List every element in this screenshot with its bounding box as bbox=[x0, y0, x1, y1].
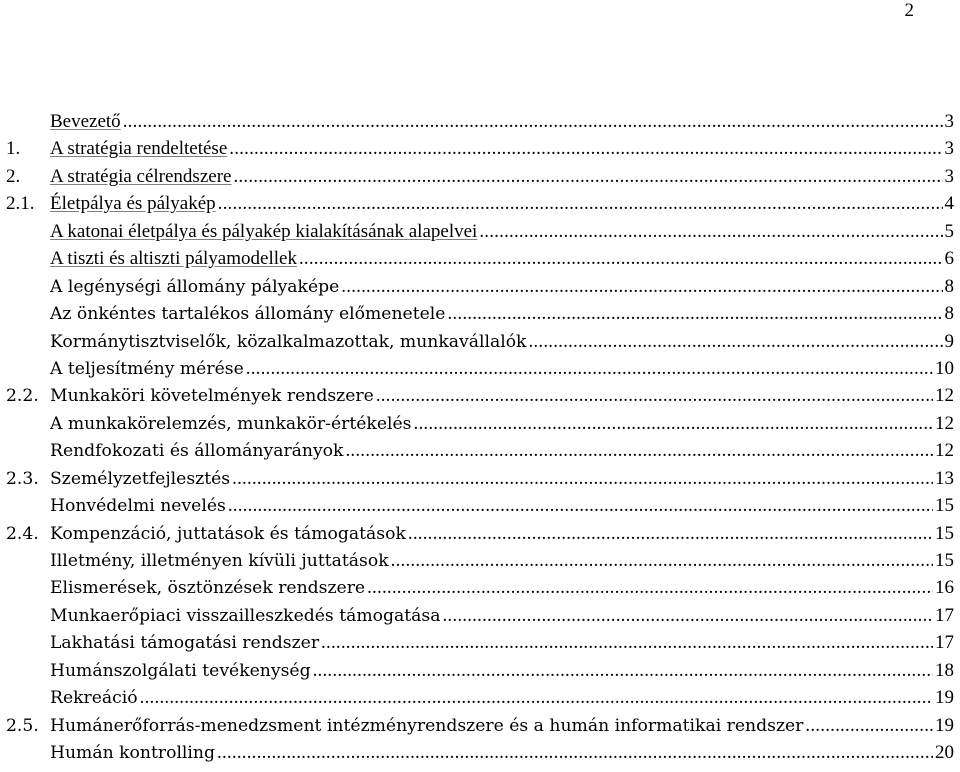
toc-entry-title-link[interactable]: A legénységi állomány pályaképe bbox=[50, 276, 340, 297]
toc-entry[interactable] bbox=[6, 520, 954, 547]
toc-entry-title-link[interactable]: Munkaerőpiaci visszailleszkedés támogatása bbox=[50, 605, 441, 626]
toc-entry[interactable] bbox=[6, 382, 954, 409]
page-number: 2 bbox=[904, 0, 914, 21]
toc-entry-title-link[interactable]: Munkaköri követelmények rendszere bbox=[50, 386, 374, 407]
toc-entry-number: 1. bbox=[6, 138, 21, 160]
toc-entry-page: 13 bbox=[935, 467, 954, 489]
toc-entry-page: 20 bbox=[935, 742, 954, 764]
toc-dot-leader bbox=[479, 218, 942, 245]
toc-entry-number: 2.5. bbox=[6, 715, 39, 736]
toc-entry[interactable] bbox=[6, 739, 954, 766]
toc-entry[interactable] bbox=[6, 602, 954, 629]
toc-entry-page: 15 bbox=[935, 495, 954, 517]
toc-entry-page: 17 bbox=[935, 632, 954, 654]
toc-dot-leader bbox=[228, 492, 933, 519]
toc-entry-page: 4 bbox=[944, 193, 954, 215]
toc-dot-leader bbox=[367, 574, 933, 601]
toc-entry-page: 12 bbox=[935, 440, 954, 462]
toc-entry-page: 16 bbox=[935, 577, 954, 599]
toc-dot-leader bbox=[805, 712, 933, 739]
toc-entry-title-link[interactable]: Lakhatási támogatási rendszer bbox=[50, 633, 320, 654]
toc-entry[interactable] bbox=[6, 492, 954, 519]
toc-entry-page: 18 bbox=[935, 659, 954, 681]
toc-entry-title-link[interactable]: A katonai életpálya és pályakép kialakításának alapelvei bbox=[50, 220, 478, 242]
toc-entry-title-link[interactable]: A tiszti és altiszti pályamodellek bbox=[50, 248, 297, 270]
toc-entry[interactable] bbox=[6, 657, 954, 684]
toc-dot-leader bbox=[528, 328, 942, 355]
toc-dot-leader bbox=[246, 355, 933, 382]
toc-entry-title-link[interactable]: Az önkéntes tartalékos állomány előmenetele bbox=[50, 304, 446, 325]
toc-entry-title-link[interactable]: Illetmény, illetményen kívüli juttatások bbox=[50, 551, 389, 571]
toc-entry-page: 6 bbox=[944, 248, 954, 270]
toc-dot-leader bbox=[233, 163, 942, 190]
toc-dot-leader bbox=[313, 657, 933, 684]
toc-entry[interactable] bbox=[6, 245, 954, 272]
toc-entry-page: 12 bbox=[935, 412, 954, 434]
toc-entry[interactable] bbox=[6, 547, 954, 574]
toc-entry[interactable] bbox=[6, 218, 954, 245]
toc-entry[interactable] bbox=[6, 108, 954, 135]
toc-entry-page: 9 bbox=[944, 330, 954, 352]
toc-entry-title-link[interactable]: Személyzetfejlesztés bbox=[50, 468, 231, 489]
toc-entry-page: 15 bbox=[935, 550, 954, 571]
toc-entry[interactable] bbox=[6, 190, 954, 217]
toc-entry[interactable] bbox=[6, 410, 954, 437]
toc-entry-page: 3 bbox=[944, 111, 954, 132]
toc-entry[interactable] bbox=[6, 712, 954, 739]
toc-entry-page: 3 bbox=[944, 165, 954, 187]
toc-entry-title-link[interactable]: Rendfokozati és állományarányok bbox=[50, 441, 344, 462]
toc-dot-leader bbox=[218, 190, 943, 217]
toc-dot-leader bbox=[299, 245, 943, 272]
toc-entry-page: 10 bbox=[935, 357, 954, 379]
toc-dot-leader bbox=[408, 520, 933, 547]
toc-dot-leader bbox=[229, 135, 942, 162]
toc-entry[interactable] bbox=[6, 300, 954, 327]
toc-entry-title-link[interactable]: Életpálya és pályakép bbox=[50, 193, 216, 215]
toc-entry-title-link[interactable]: Rekreáció bbox=[50, 688, 138, 709]
toc-entry-number: 2.1. bbox=[6, 193, 35, 215]
toc-entry-number: 2.4. bbox=[6, 523, 39, 544]
toc-entry-title-link[interactable]: A stratégia rendeltetése bbox=[50, 138, 228, 160]
toc-entry-page: 3 bbox=[944, 138, 954, 160]
toc-entry-title-link[interactable]: Honvédelmi nevelés bbox=[50, 496, 226, 517]
toc-entry-title-link[interactable]: Elismerések, ösztönzések rendszere bbox=[50, 578, 366, 599]
toc-entry[interactable] bbox=[6, 437, 954, 464]
toc-entry[interactable] bbox=[6, 629, 954, 656]
toc-entry-number: 2.3. bbox=[6, 468, 39, 489]
toc-dot-leader bbox=[341, 273, 942, 300]
toc-dot-leader bbox=[140, 684, 933, 711]
toc-entry-title-link[interactable]: A teljesítmény mérése bbox=[50, 358, 244, 379]
toc-entry-page: 15 bbox=[935, 522, 954, 544]
toc-entry-title-link[interactable]: Humán kontrolling bbox=[50, 743, 216, 764]
toc-entry-page: 19 bbox=[935, 687, 954, 709]
toc-dot-leader bbox=[442, 602, 933, 629]
toc-entry-title-link[interactable]: Bevezető bbox=[50, 111, 121, 132]
toc-entry[interactable] bbox=[6, 465, 954, 492]
table-of-contents bbox=[6, 108, 954, 767]
toc-entry[interactable] bbox=[6, 273, 954, 300]
toc-entry[interactable] bbox=[6, 574, 954, 601]
toc-dot-leader bbox=[321, 629, 933, 656]
toc-entry-title-link[interactable]: Humánerőforrás-menedzsment intézményrendszere és a humán informatikai rendszer bbox=[50, 715, 804, 736]
toc-entry-title-link[interactable]: Kompenzáció, juttatások és támogatások bbox=[50, 523, 406, 544]
toc-dot-leader bbox=[414, 410, 934, 437]
toc-dot-leader bbox=[345, 437, 933, 464]
toc-dot-leader bbox=[217, 739, 933, 766]
toc-dot-leader bbox=[123, 108, 943, 135]
toc-entry-page: 12 bbox=[935, 385, 954, 407]
toc-dot-leader bbox=[232, 465, 933, 492]
toc-entry-page: 5 bbox=[944, 220, 954, 242]
toc-entry-title-link[interactable]: A munkakörelemzés, munkakör-értékelés bbox=[50, 413, 412, 434]
toc-entry-title-link[interactable]: A stratégia célrendszere bbox=[50, 165, 232, 187]
toc-dot-leader bbox=[447, 300, 942, 327]
toc-entry-page: 19 bbox=[935, 714, 954, 736]
toc-entry-title-link[interactable]: Kormánytisztviselők, közalkalmazottak, munkavállalók bbox=[50, 331, 527, 352]
toc-entry[interactable] bbox=[6, 355, 954, 382]
toc-entry-page: 17 bbox=[935, 604, 954, 626]
toc-entry-number: 2. bbox=[6, 165, 21, 187]
toc-entry-title-link[interactable]: Humánszolgálati tevékenység bbox=[50, 660, 311, 681]
toc-entry-page: 8 bbox=[944, 303, 954, 325]
toc-entry[interactable] bbox=[6, 163, 954, 190]
toc-entry[interactable] bbox=[6, 135, 954, 162]
toc-dot-leader bbox=[391, 547, 933, 574]
toc-entry-page: 8 bbox=[944, 275, 954, 297]
toc-entry[interactable] bbox=[6, 328, 954, 355]
toc-entry-number: 2.2. bbox=[6, 386, 39, 407]
toc-dot-leader bbox=[376, 382, 933, 409]
toc-entry[interactable] bbox=[6, 684, 954, 711]
